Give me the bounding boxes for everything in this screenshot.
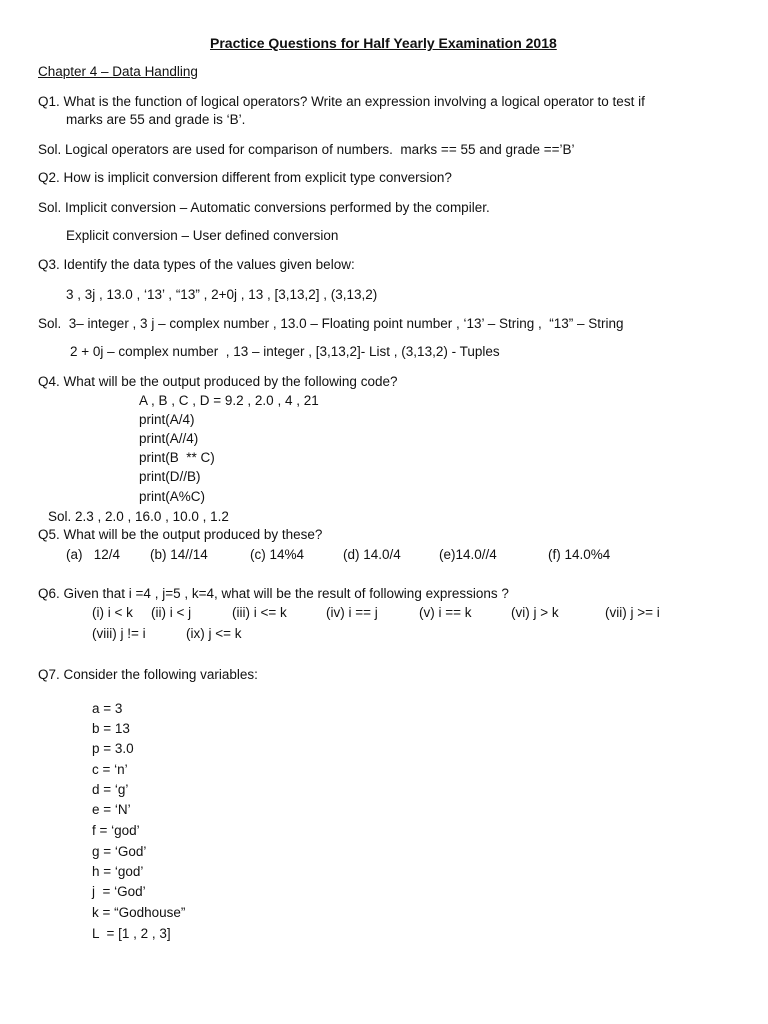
- code-line: print(A%C): [139, 489, 206, 504]
- variable-line: d = ‘g’: [92, 782, 129, 797]
- q6-expression: (vi) j > k: [511, 605, 559, 620]
- q6-expression: (vii) j >= i: [605, 605, 660, 620]
- q6-expression: (iii) i <= k: [232, 605, 287, 620]
- code-line: print(D//B): [139, 469, 201, 484]
- variable-line: e = ‘N’: [92, 802, 131, 817]
- code-line: print(A/4): [139, 412, 195, 427]
- q6-expression: (iv) i == j: [326, 605, 378, 620]
- q5-option: (f) 14.0%4: [548, 547, 611, 562]
- question-3: Q3. Identify the data types of the values given below:: [38, 257, 355, 272]
- q6-expression: (ix) j <= k: [186, 626, 242, 641]
- q5-option: (d) 14.0/4: [343, 547, 401, 562]
- variable-line: a = 3: [92, 701, 123, 716]
- q5-option: (e)14.0//4: [439, 547, 497, 562]
- question-1: Q1. What is the function of logical operators? Write an expression involving a logical operator to test if: [38, 94, 645, 109]
- variable-line: p = 3.0: [92, 741, 134, 756]
- code-line: A , B , C , D = 9.2 , 2.0 , 4 , 21: [139, 393, 319, 408]
- q5-option: (b) 14//14: [150, 547, 208, 562]
- variable-line: b = 13: [92, 721, 130, 736]
- q5-option: (a) 12/4: [66, 547, 121, 562]
- q6-expression: (i) i < k: [92, 605, 133, 620]
- solution-1: Sol. Logical operators are used for comparison of numbers. marks == 55 and grade ==’B’: [38, 142, 575, 157]
- code-line: print(A//4): [139, 431, 199, 446]
- q6-expression: (v) i == k: [419, 605, 472, 620]
- variable-line: c = ‘n’: [92, 762, 128, 777]
- solution-2-cont: Explicit conversion – User defined conversion: [66, 228, 339, 243]
- q6-expression: (ii) i < j: [151, 605, 192, 620]
- q5-option: (c) 14%4: [250, 547, 305, 562]
- variable-line: f = ‘god’: [92, 823, 140, 838]
- solution-4: Sol. 2.3 , 2.0 , 16.0 , 10.0 , 1.2: [48, 509, 229, 524]
- question-1-cont: marks are 55 and grade is ‘B’.: [66, 112, 246, 127]
- variable-line: h = ‘god’: [92, 864, 144, 879]
- solution-3: Sol. 3– integer , 3 j – complex number , 13.0 – Floating point number , ‘13’ – String , “13” – String: [38, 316, 624, 331]
- solution-2: Sol. Implicit conversion – Automatic conversions performed by the compiler.: [38, 200, 490, 215]
- variable-line: L = [1 , 2 , 3]: [92, 926, 171, 941]
- question-6: Q6. Given that i =4 , j=5 , k=4, what will be the result of following expressions ?: [38, 586, 509, 601]
- page-title: Practice Questions for Half Yearly Examination 2018: [210, 35, 557, 51]
- chapter-heading: Chapter 4 – Data Handling: [38, 64, 198, 79]
- question-3-values: 3 , 3j , 13.0 , ‘13’ , “13” , 2+0j , 13 , [3,13,2] , (3,13,2): [66, 287, 378, 302]
- variable-line: j = ‘God’: [92, 884, 146, 899]
- solution-3-cont: 2 + 0j – complex number , 13 – integer , [3,13,2]- List , (3,13,2) - Tuples: [70, 344, 500, 359]
- code-line: print(B ** C): [139, 450, 215, 465]
- question-5: Q5. What will be the output produced by these?: [38, 527, 323, 542]
- question-7: Q7. Consider the following variables:: [38, 667, 258, 682]
- q6-expression: (viii) j != i: [92, 626, 146, 641]
- variable-line: g = ‘God’: [92, 844, 147, 859]
- variable-line: k = “Godhouse”: [92, 905, 186, 920]
- question-2: Q2. How is implicit conversion different from explicit type conversion?: [38, 170, 452, 185]
- question-4: Q4. What will be the output produced by the following code?: [38, 374, 398, 389]
